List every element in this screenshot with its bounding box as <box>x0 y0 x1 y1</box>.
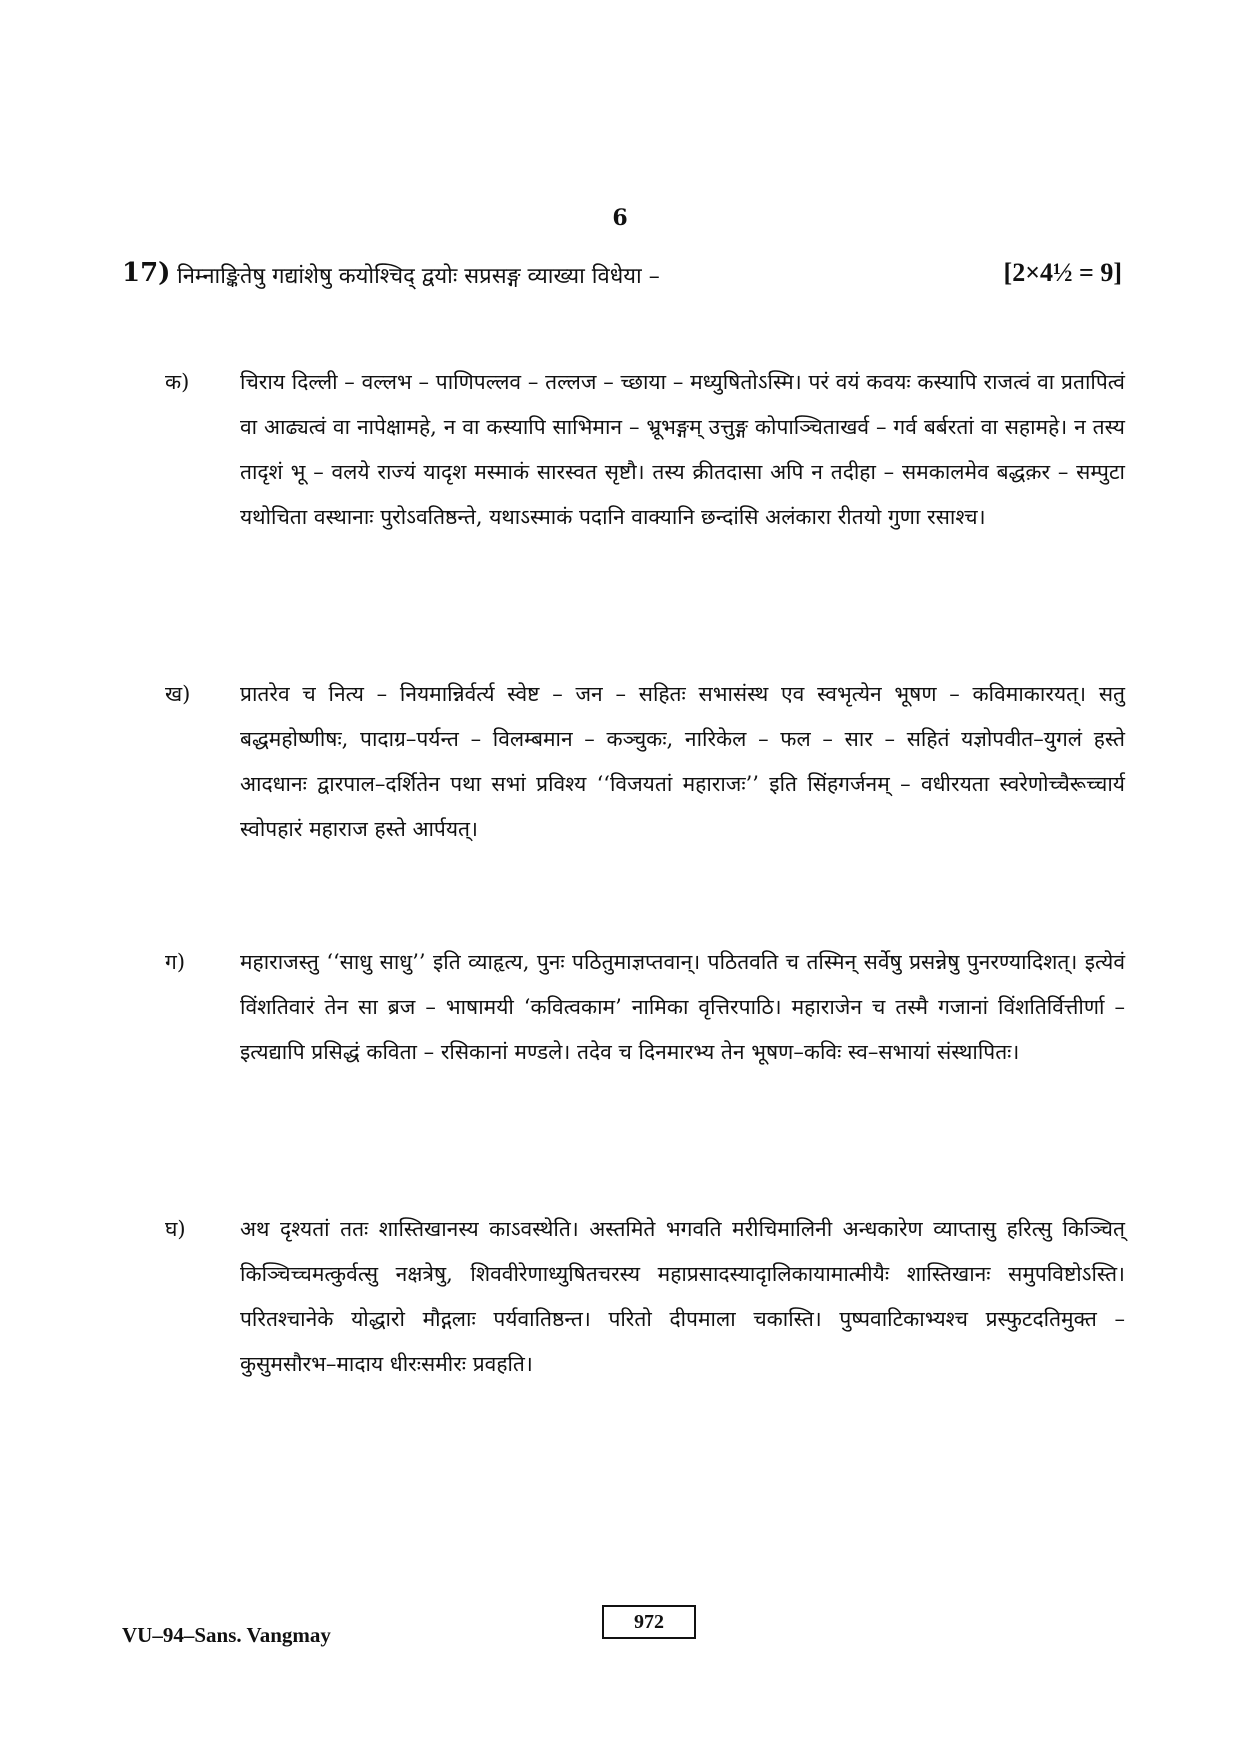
question-instruction: निम्नाङ्कितेषु गद्यांशेषु कयोश्चिद् द्वयोः सप्रसङ्ग व्याख्या विधेया – <box>177 264 660 289</box>
passage-label: ख) <box>165 682 191 706</box>
page-number: 6 <box>612 205 628 231</box>
passage-label: घ) <box>165 1217 186 1241</box>
passage-text: प्रातरेव च नित्य – नियमान्निर्वर्त्य स्वेष्ट – जन – सहितः सभासंस्थ एव स्वभृत्येन भूषण – कविमाकारयत्। सतु बद्धमहोष्णीषः, पादाग्र–पर्यन्त – विलम्बमान – कञ्चुकः, नारिकेल – फल – सार – सहितं यज्ञोपवीत–युगलं हस्ते आदधानः द्वारपाल–दर्शितेन पथा सभां प्रविश्य ‘‘विजयतां महाराजः’’ इति सिंहगर्जनम् – वधीरयता स्वरेणोच्चैरूच्चार्य स्वोपहारं महाराज हस्ते आर्पयत्। <box>240 682 1125 841</box>
question-marks: [2×4½ = 9] <box>1003 258 1122 287</box>
passage-text: चिराय दिल्ली – वल्लभ – पाणिपल्लव – तल्लज – च्छाया – मध्युषितोऽस्मि। परं वयं कवयः कस्यापि राजत्वं वा प्रतापित्वं वा आढ्यत्वं वा नापेक्षामहे, न वा कस्यापि साभिमान – भ्रूभङ्गम् उत्तुङ्ग कोपाञ्चिताखर्व – गर्व बर्बरतां वा सहामहे। न तस्य तादृशं भू – वलये राज्यं यादृश मस्माकं सारस्वत सृष्टौ। तस्य क्रीतदासा अपि न तदीहा – समकालमेव बद्धक़र – सम्पुटा यथोचिता वस्थानाः पुरोऽवतिष्ठन्ते, यथाऽस्माकं पदानि वाक्यानि छन्दांसि अलंकारा रीतयो गुणा रसाश्च। <box>240 370 1125 529</box>
passage-label: क) <box>165 370 190 394</box>
footer-paper-code: VU–94–Sans. Vangmay <box>122 1623 331 1647</box>
question-number: 17) <box>122 258 171 288</box>
passage-label: ग) <box>165 950 186 974</box>
footer-page-code: 972 <box>602 1605 696 1639</box>
passage-text: अथ दृश्यतां ततः शास्तिखानस्य काऽवस्थेति। अस्तमिते भगवति मरीचिमालिनी अन्धकारेण व्याप्तासु हरित्सु किञ्चित् किञ्चिच्चमत्कुर्वत्सु नक्षत्रेषु, शिववीरेणाध्युषितचरस्य महाप्रसादस्यादृालिकायामात्मीयैः शास्तिखानः समुपविष्टोऽस्ति। परितश्चानेके योद्धारो मौद्गलाः पर्यवातिष्ठन्त। परितो दीपमाला चकास्ति। पुष्पवाटिकाभ्यश्च प्रस्फुटदतिमुक्त – कुसुमसौरभ–मादाय धीरःसमीरः प्रवहति। <box>240 1217 1125 1376</box>
passage-text: महाराजस्तु ‘‘साधु साधु’’ इति व्याहृत्य, पुनः पठितुमाज्ञप्तवान्। पठितवति च तस्मिन् सर्वेषु प्रसन्नेषु पुनरण्यादिशत्। इत्येवं विंशतिवारं तेन सा ब्रज – भाषामयी ‘कवित्वकाम’ नामिका वृत्तिरपाठि। महाराजेन च तस्मै गजानां विंशतिर्वित्तीर्णा – इत्यद्यापि प्रसिद्धं कविता – रसिकानां मण्डले। तदेव च दिनमारभ्य तेन भूषण–कविः स्व–सभायां संस्थापितः। <box>240 950 1125 1064</box>
